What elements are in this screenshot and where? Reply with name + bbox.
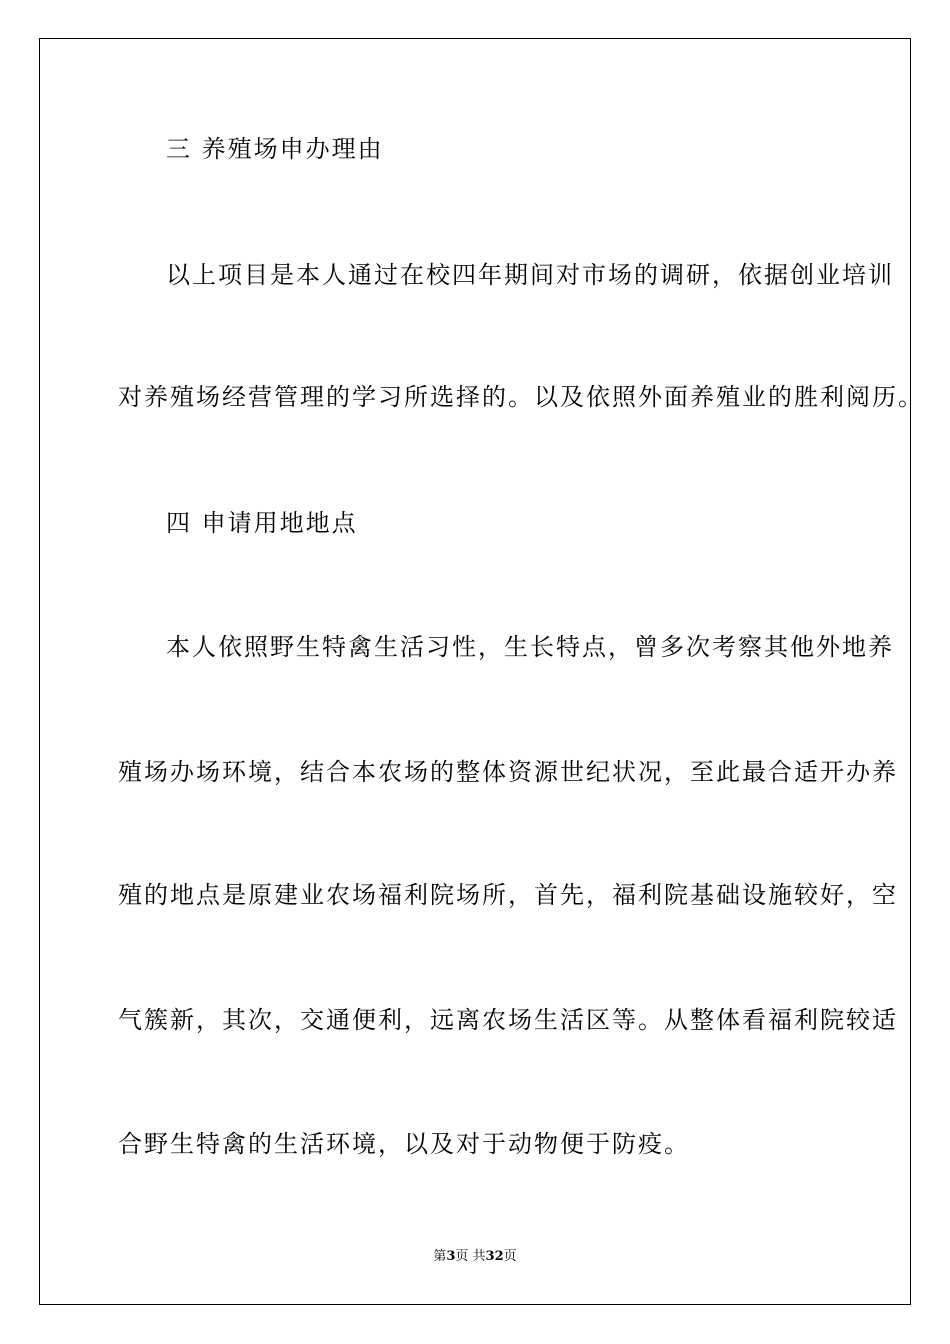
footer-page-number: 3 xyxy=(446,1249,456,1264)
section-4-heading: 四 申请用地地点 xyxy=(166,509,358,537)
footer-page-prefix: 第 xyxy=(433,1249,447,1264)
paragraph-line: 殖场办场环境，结合本农场的整体资源世纪状况，至此最合适开办养 xyxy=(118,758,898,786)
paragraph-line: 殖的地点是原建业农场福利院场所，首先，福利院基础设施较好，空 xyxy=(118,881,898,909)
paragraph-line: 气簇新，其次，交通便利，远离农场生活区等。从整体看福利院较适 xyxy=(118,1006,898,1034)
paragraph-line: 本人依照野生特禽生活习性，生长特点，曾多次考察其他外地养 xyxy=(166,633,894,661)
section-3-heading: 三 养殖场申办理由 xyxy=(166,135,384,163)
paragraph-line: 合野生特禽的生活环境，以及对于动物便于防疫。 xyxy=(118,1130,690,1158)
page-footer xyxy=(0,1249,950,1265)
footer-total-pages: 32 xyxy=(485,1249,504,1264)
page-border xyxy=(39,38,924,1305)
footer-page-suffix: 页 xyxy=(503,1249,517,1264)
footer-page-mid: 页 共 xyxy=(455,1249,486,1264)
paragraph-line: 以上项目是本人通过在校四年期间对市场的调研，依据创业培训 xyxy=(166,261,894,289)
paragraph-line: 对养殖场经营管理的学习所选择的。以及依照外面养殖业的胜利阅历。 xyxy=(118,383,924,411)
